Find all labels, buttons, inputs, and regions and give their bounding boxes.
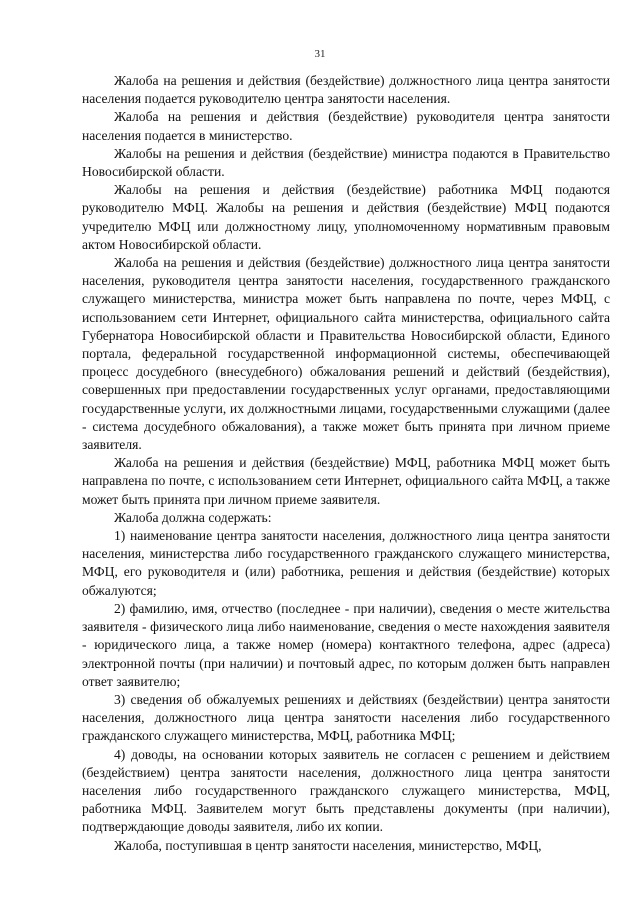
paragraph: Жалоба на решения и действия (бездействие) МФЦ, работника МФЦ может быть направлена по почте, с использованием сети Интернет, официального сайта МФЦ, а также может быть принята при личном приеме заявителя. (82, 455, 610, 507)
paragraph: Жалоба на решения и действия (бездействие) руководителя центра занятости населения подается в министерство. (82, 109, 610, 143)
paragraph: Жалобы на решения и действия (бездействие) работника МФЦ подаются руководителю МФЦ. Жалобы на решения и действия (бездействие) МФЦ подаются учредителю МФЦ или должностному лицу, уполномоченному нормативным правовым актом Новосибирской области. (82, 182, 610, 252)
paragraph: Жалоба на решения и действия (бездействие) должностного лица центра занятости населения, руководителя центра занятости населения, государственного гражданского служащего министерства, министра может быть направлена по почте, через МФЦ, с использованием сети Интернет, официального сайта министерства, официального сайта Губернатора Новосибирской области и Правительства Новосибирской области, Единого портала, федеральной государственной информационной системы, обеспечивающей процесс досудебного (внесудебного) обжалования решений и действий (бездействия), совершенных при предоставлении государственных услуг органами, предоставляющими государственные услуги, их должностными лицами, государственными служащими (далее - система досудебного обжалования), а также может быть принята при личном приеме заявителя. (82, 255, 610, 453)
list-item: 2) фамилию, имя, отчество (последнее - при наличии), сведения о месте жительства заявителя - физического лица либо наименование, сведения о месте нахождения заявителя - юридического лица, а также номер (номера) контактного телефона, адрес (адреса) электронной почты (при наличии) и почтовый адрес, по которым должен быть направлен ответ заявителю; (82, 600, 610, 689)
paragraph: Жалобы на решения и действия (бездействие) министра подаются в Правительство Новосибирской области. (82, 145, 610, 180)
paragraph: Жалоба на решения и действия (бездействие) должностного лица центра занятости населения подается руководителю центра занятости населения. (82, 73, 610, 107)
document-body (82, 72, 610, 855)
paragraph: Жалоба должна содержать: (114, 509, 272, 525)
list-item: 3) сведения об обжалуемых решениях и действиях (бездействии) центра занятости населения, должностного лица центра занятости населения либо государственного гражданского служащего министерства, МФЦ, работника МФЦ; (82, 691, 610, 744)
list-item: 4) доводы, на основании которых заявитель не согласен с решением и действием (бездействием) центра занятости населения, должностного лица центра занятости населения либо государственного гражданского служащего министерства, МФЦ, работника МФЦ. Заявителем могут быть представлены документы (при наличии), подтверждающие доводы заявителя, либо их копии. (82, 746, 610, 835)
page-number: 31 (314, 48, 326, 60)
list-item: 1) наименование центра занятости населения, должностного лица центра занятости населения, министерства либо государственного гражданского служащего министерства, МФЦ, его руководителя и (или) работника, решения и действия (бездействие) которых обжалуются; (82, 528, 610, 598)
paragraph: Жалоба, поступившая в центр занятости населения, министерство, МФЦ, (114, 837, 542, 853)
